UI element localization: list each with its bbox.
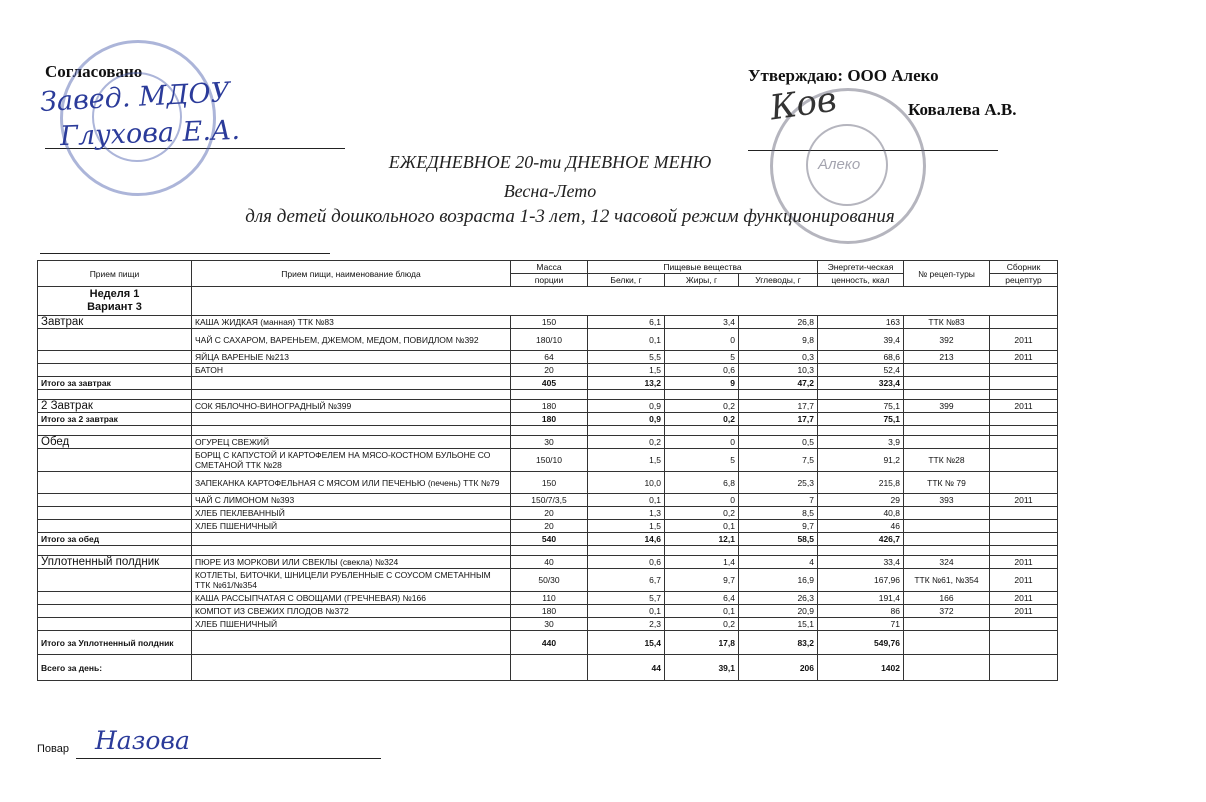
- table-row: [38, 351, 1058, 364]
- mass-cell: 30: [511, 436, 588, 449]
- fat-cell: 0: [665, 436, 739, 449]
- carbs-cell: 17,7: [739, 413, 818, 426]
- energy-cell: 167,96: [818, 569, 904, 592]
- collection-cell: 2011: [990, 556, 1058, 569]
- dish-cell: КАША РАССЫПЧАТАЯ С ОВОЩАМИ (ГРЕЧНЕВАЯ) №166: [192, 592, 511, 605]
- dish-cell: ЗАПЕКАНКА КАРТОФЕЛЬНАЯ С МЯСОМ ИЛИ ПЕЧЕНЬЮ (печень) ТТК №79: [192, 472, 511, 494]
- recipe-cell: [904, 364, 990, 377]
- mass-cell: 150/10: [511, 449, 588, 472]
- carbs-cell: 26,3: [739, 592, 818, 605]
- protein-cell: 5,5: [588, 351, 665, 364]
- meal-cell: [38, 364, 192, 377]
- collection-cell: [990, 472, 1058, 494]
- meal-cell: Итого за Уплотненный полдник: [38, 631, 192, 655]
- collection-cell: [990, 364, 1058, 377]
- fat-cell: 0,1: [665, 605, 739, 618]
- spacer-cell: [38, 390, 192, 400]
- mass-cell: 150: [511, 472, 588, 494]
- recipe-cell: 372: [904, 605, 990, 618]
- header-mass: Масса: [511, 261, 588, 274]
- header-energy: Энергети-ческая: [818, 261, 904, 274]
- table-row: [38, 507, 1058, 520]
- fat-cell: 5: [665, 351, 739, 364]
- approver-name: Ковалева А.В.: [908, 100, 1017, 119]
- week-variant: Вариант 3: [87, 301, 142, 313]
- spacer-cell: [38, 426, 192, 436]
- energy-cell: 39,4: [818, 329, 904, 351]
- spacer-cell: [511, 426, 588, 436]
- table-row: [38, 400, 1058, 413]
- meal-cell: [38, 592, 192, 605]
- meal-cell: [38, 618, 192, 631]
- dish-cell: [192, 377, 511, 390]
- spacer-cell: [511, 546, 588, 556]
- collection-cell: 2011: [990, 329, 1058, 351]
- carbs-cell: 0,3: [739, 351, 818, 364]
- dish-cell: ПЮРЕ ИЗ МОРКОВИ ИЛИ СВЕКЛЫ (свекла) №324: [192, 556, 511, 569]
- recipe-cell: 166: [904, 592, 990, 605]
- table-row: [38, 618, 1058, 631]
- table-row: [38, 364, 1058, 377]
- recipe-cell: [904, 413, 990, 426]
- collection-cell: 2011: [990, 569, 1058, 592]
- meal-cell: [38, 507, 192, 520]
- dish-cell: КОТЛЕТЫ, БИТОЧКИ, ШНИЦЕЛИ РУБЛЕННЫЕ С СОУСОМ СМЕТАННЫМ ТТК №61/№354: [192, 569, 511, 592]
- protein-cell: 1,5: [588, 364, 665, 377]
- mass-cell: 30: [511, 618, 588, 631]
- fat-cell: 9: [665, 377, 739, 390]
- agreed-label: Согласовано: [45, 62, 143, 81]
- fat-cell: 0,6: [665, 364, 739, 377]
- protein-cell: 13,2: [588, 377, 665, 390]
- protein-cell: 1,5: [588, 520, 665, 533]
- spacer-cell: [818, 390, 904, 400]
- carbs-cell: 15,1: [739, 618, 818, 631]
- recipe-cell: ТТК №61, №354: [904, 569, 990, 592]
- menu-title: ЕЖЕДНЕВНОЕ 20-ти ДНЕВНОЕ МЕНЮ: [388, 152, 712, 172]
- protein-cell: 0,1: [588, 605, 665, 618]
- protein-cell: 15,4: [588, 631, 665, 655]
- table-row: [38, 655, 1058, 681]
- carbs-cell: 26,8: [739, 316, 818, 329]
- dish-cell: ХЛЕБ ПШЕНИЧНЫЙ: [192, 520, 511, 533]
- right-signature: Ков: [767, 79, 840, 129]
- recipe-cell: ТТК №83: [904, 316, 990, 329]
- energy-cell: 323,4: [818, 377, 904, 390]
- mass-cell: 180/10: [511, 329, 588, 351]
- recipe-cell: [904, 533, 990, 546]
- collection-cell: [990, 507, 1058, 520]
- collection-cell: [990, 631, 1058, 655]
- energy-cell: 52,4: [818, 364, 904, 377]
- cook-label: Повар: [37, 743, 69, 755]
- recipe-cell: [904, 377, 990, 390]
- meal-cell: Всего за день:: [38, 655, 192, 681]
- energy-cell: 33,4: [818, 556, 904, 569]
- mass-cell: 20: [511, 520, 588, 533]
- meal-cell: [38, 329, 192, 351]
- carbs-cell: 7,5: [739, 449, 818, 472]
- recipe-cell: [904, 507, 990, 520]
- spacer-row: [38, 546, 1058, 556]
- spacer-cell: [739, 426, 818, 436]
- protein-cell: 6,1: [588, 316, 665, 329]
- table-row: [38, 436, 1058, 449]
- table-row: [38, 494, 1058, 507]
- recipe-cell: [904, 618, 990, 631]
- carbs-cell: 25,3: [739, 472, 818, 494]
- spacer-cell: [665, 546, 739, 556]
- protein-cell: 1,3: [588, 507, 665, 520]
- carbs-cell: 8,5: [739, 507, 818, 520]
- spacer-cell: [511, 390, 588, 400]
- energy-cell: 75,1: [818, 413, 904, 426]
- header-fat: Жиры, г: [665, 274, 739, 287]
- spacer-cell: [38, 546, 192, 556]
- approve-label: Утверждаю: ООО Алеко: [748, 66, 939, 85]
- fat-cell: 1,4: [665, 556, 739, 569]
- mass-cell: 180: [511, 605, 588, 618]
- table-row: [38, 472, 1058, 494]
- table-row: [38, 413, 1058, 426]
- mass-cell: 110: [511, 592, 588, 605]
- dish-cell: ЧАЙ С ЛИМОНОМ №393: [192, 494, 511, 507]
- spacer-cell: [588, 390, 665, 400]
- protein-cell: 0,9: [588, 400, 665, 413]
- protein-cell: 10,0: [588, 472, 665, 494]
- fat-cell: 9,7: [665, 569, 739, 592]
- spacer-cell: [588, 426, 665, 436]
- carbs-cell: 206: [739, 655, 818, 681]
- energy-cell: 68,6: [818, 351, 904, 364]
- spacer-row: [38, 390, 1058, 400]
- carbs-cell: 16,9: [739, 569, 818, 592]
- collection-cell: [990, 377, 1058, 390]
- fat-cell: 0: [665, 329, 739, 351]
- energy-cell: 1402: [818, 655, 904, 681]
- carbs-cell: 20,9: [739, 605, 818, 618]
- protein-cell: 5,7: [588, 592, 665, 605]
- mass-cell: 20: [511, 364, 588, 377]
- energy-cell: 549,76: [818, 631, 904, 655]
- mass-cell: 405: [511, 377, 588, 390]
- table-row: [38, 569, 1058, 592]
- header-meal: Прием пищи: [38, 261, 192, 287]
- meal-cell: Итого за обед: [38, 533, 192, 546]
- collection-cell: [990, 449, 1058, 472]
- meal-cell: Завтрак: [38, 316, 192, 329]
- menu-season: Весна-Лето: [503, 181, 597, 201]
- carbs-cell: 58,5: [739, 533, 818, 546]
- protein-cell: 0,2: [588, 436, 665, 449]
- dish-cell: СОК ЯБЛОЧНО-ВИНОГРАДНЫЙ №399: [192, 400, 511, 413]
- protein-cell: 0,1: [588, 329, 665, 351]
- mass-cell: 150/7/3,5: [511, 494, 588, 507]
- protein-cell: 1,5: [588, 449, 665, 472]
- energy-cell: 40,8: [818, 507, 904, 520]
- energy-cell: 91,2: [818, 449, 904, 472]
- recipe-cell: 399: [904, 400, 990, 413]
- energy-cell: 191,4: [818, 592, 904, 605]
- collection-cell: [990, 436, 1058, 449]
- energy-cell: 3,9: [818, 436, 904, 449]
- header-divider-line: [40, 253, 330, 254]
- header-recipe: № рецеп-туры: [904, 261, 990, 287]
- spacer-cell: [990, 546, 1058, 556]
- fat-cell: 0,1: [665, 520, 739, 533]
- table-row: [38, 592, 1058, 605]
- carbs-cell: 83,2: [739, 631, 818, 655]
- meal-cell: [38, 520, 192, 533]
- left-signature-2: Глухова Е.А.: [59, 114, 241, 153]
- fat-cell: 39,1: [665, 655, 739, 681]
- dish-cell: БАТОН: [192, 364, 511, 377]
- carbs-cell: 0,5: [739, 436, 818, 449]
- collection-cell: [990, 520, 1058, 533]
- meal-cell: [38, 569, 192, 592]
- dish-cell: ХЛЕБ ПЕКЛЕВАННЫЙ: [192, 507, 511, 520]
- table-row: [38, 377, 1058, 390]
- right-stamp-text: Алеко: [818, 156, 861, 173]
- spacer-cell: [818, 426, 904, 436]
- recipe-cell: [904, 655, 990, 681]
- energy-cell: 75,1: [818, 400, 904, 413]
- spacer-cell: [818, 546, 904, 556]
- protein-cell: 0,9: [588, 413, 665, 426]
- spacer-cell: [904, 546, 990, 556]
- spacer-cell: [588, 546, 665, 556]
- spacer-cell: [904, 426, 990, 436]
- table-row: [38, 316, 1058, 329]
- week-number: Неделя 1: [89, 288, 140, 300]
- header-collection: Сборник: [990, 261, 1058, 274]
- energy-cell: 163: [818, 316, 904, 329]
- table-row: [38, 631, 1058, 655]
- header-energy-2: ценность, ккал: [818, 274, 904, 287]
- mass-cell: 20: [511, 507, 588, 520]
- week-row-spacer: [192, 287, 1058, 316]
- table-row: [38, 449, 1058, 472]
- header-carbs: Углеводы, г: [739, 274, 818, 287]
- spacer-cell: [990, 426, 1058, 436]
- menu-subtitle: для детей дошкольного возраста 1-3 лет, 12 часовой режим функционирования: [245, 206, 895, 227]
- recipe-cell: ТТК № 79: [904, 472, 990, 494]
- dish-cell: ОГУРЕЦ СВЕЖИЙ: [192, 436, 511, 449]
- dish-cell: [192, 631, 511, 655]
- recipe-cell: 324: [904, 556, 990, 569]
- meal-cell: [38, 494, 192, 507]
- protein-cell: 2,3: [588, 618, 665, 631]
- meal-cell: Обед: [38, 436, 192, 449]
- collection-cell: 2011: [990, 494, 1058, 507]
- spacer-cell: [990, 390, 1058, 400]
- meal-cell: [38, 472, 192, 494]
- menu-table: [37, 260, 1058, 681]
- recipe-cell: ТТК №28: [904, 449, 990, 472]
- carbs-cell: 9,7: [739, 520, 818, 533]
- header-collection-2: рецептур: [990, 274, 1058, 287]
- dish-cell: ЧАЙ С САХАРОМ, ВАРЕНЬЕМ, ДЖЕМОМ, МЕДОМ, ПОВИДЛОМ №392: [192, 329, 511, 351]
- dish-cell: [192, 533, 511, 546]
- spacer-cell: [665, 426, 739, 436]
- spacer-cell: [192, 426, 511, 436]
- table-row: [38, 329, 1058, 351]
- fat-cell: 0: [665, 494, 739, 507]
- header-nutrients: Пищевые вещества: [588, 261, 818, 274]
- energy-cell: 71: [818, 618, 904, 631]
- spacer-cell: [665, 390, 739, 400]
- dish-cell: КОМПОТ ИЗ СВЕЖИХ ПЛОДОВ №372: [192, 605, 511, 618]
- cook-signature-line: [76, 758, 381, 759]
- mass-cell: 440: [511, 631, 588, 655]
- recipe-cell: [904, 520, 990, 533]
- dish-cell: ХЛЕБ ПШЕНИЧНЫЙ: [192, 618, 511, 631]
- spacer-cell: [192, 546, 511, 556]
- header-protein: Белки, г: [588, 274, 665, 287]
- energy-cell: 29: [818, 494, 904, 507]
- meal-cell: Итого за 2 завтрак: [38, 413, 192, 426]
- collection-cell: [990, 618, 1058, 631]
- recipe-cell: 213: [904, 351, 990, 364]
- dish-cell: ЯЙЦА ВАРЕНЫЕ №213: [192, 351, 511, 364]
- dish-cell: [192, 413, 511, 426]
- energy-cell: 215,8: [818, 472, 904, 494]
- table-row: [38, 533, 1058, 546]
- protein-cell: 6,7: [588, 569, 665, 592]
- spacer-cell: [739, 390, 818, 400]
- cook-signature: Назова: [95, 726, 190, 755]
- table-row: [38, 520, 1058, 533]
- energy-cell: 46: [818, 520, 904, 533]
- table-row: [38, 556, 1058, 569]
- mass-cell: 50/30: [511, 569, 588, 592]
- meal-cell: 2 Завтрак: [38, 400, 192, 413]
- dish-cell: КАША ЖИДКАЯ (манная) ТТК №83: [192, 316, 511, 329]
- protein-cell: 0,6: [588, 556, 665, 569]
- recipe-cell: [904, 436, 990, 449]
- table-row: [38, 605, 1058, 618]
- collection-cell: [990, 655, 1058, 681]
- collection-cell: 2011: [990, 592, 1058, 605]
- fat-cell: 12,1: [665, 533, 739, 546]
- collection-cell: [990, 533, 1058, 546]
- meal-cell: [38, 605, 192, 618]
- fat-cell: 17,8: [665, 631, 739, 655]
- header-row-1: [38, 261, 1058, 274]
- fat-cell: 0,2: [665, 413, 739, 426]
- collection-cell: 2011: [990, 605, 1058, 618]
- spacer-cell: [904, 390, 990, 400]
- carbs-cell: 4: [739, 556, 818, 569]
- spacer-cell: [739, 546, 818, 556]
- energy-cell: 426,7: [818, 533, 904, 546]
- header-mass-2: порции: [511, 274, 588, 287]
- spacer-cell: [192, 390, 511, 400]
- dish-cell: [192, 655, 511, 681]
- recipe-cell: 393: [904, 494, 990, 507]
- mass-cell: 64: [511, 351, 588, 364]
- week-row: [38, 287, 1058, 316]
- mass-cell: 180: [511, 413, 588, 426]
- fat-cell: 0,2: [665, 507, 739, 520]
- fat-cell: 0,2: [665, 400, 739, 413]
- fat-cell: 6,8: [665, 472, 739, 494]
- carbs-cell: 9,8: [739, 329, 818, 351]
- dish-cell: БОРЩ С КАПУСТОЙ И КАРТОФЕЛЕМ НА МЯСО-КОСТНОМ БУЛЬОНЕ СО СМЕТАНОЙ ТТК №28: [192, 449, 511, 472]
- header-dish: Прием пищи, наименование блюда: [192, 261, 511, 287]
- fat-cell: 3,4: [665, 316, 739, 329]
- carbs-cell: 7: [739, 494, 818, 507]
- protein-cell: 14,6: [588, 533, 665, 546]
- carbs-cell: 17,7: [739, 400, 818, 413]
- meal-cell: Уплотненный полдник: [38, 556, 192, 569]
- week-label: [38, 287, 192, 316]
- fat-cell: 0,2: [665, 618, 739, 631]
- fat-cell: 6,4: [665, 592, 739, 605]
- carbs-cell: 47,2: [739, 377, 818, 390]
- energy-cell: 86: [818, 605, 904, 618]
- collection-cell: 2011: [990, 351, 1058, 364]
- fat-cell: 5: [665, 449, 739, 472]
- meal-cell: [38, 449, 192, 472]
- collection-cell: 2011: [990, 400, 1058, 413]
- carbs-cell: 10,3: [739, 364, 818, 377]
- protein-cell: 44: [588, 655, 665, 681]
- mass-cell: 40: [511, 556, 588, 569]
- mass-cell: 180: [511, 400, 588, 413]
- collection-cell: [990, 413, 1058, 426]
- meal-cell: [38, 351, 192, 364]
- mass-cell: 150: [511, 316, 588, 329]
- collection-cell: [990, 316, 1058, 329]
- protein-cell: 0,1: [588, 494, 665, 507]
- spacer-row: [38, 426, 1058, 436]
- meal-cell: Итого за завтрак: [38, 377, 192, 390]
- mass-cell: 540: [511, 533, 588, 546]
- recipe-cell: 392: [904, 329, 990, 351]
- mass-cell: [511, 655, 588, 681]
- left-signature-1: Завед. МДОУ: [39, 77, 231, 118]
- recipe-cell: [904, 631, 990, 655]
